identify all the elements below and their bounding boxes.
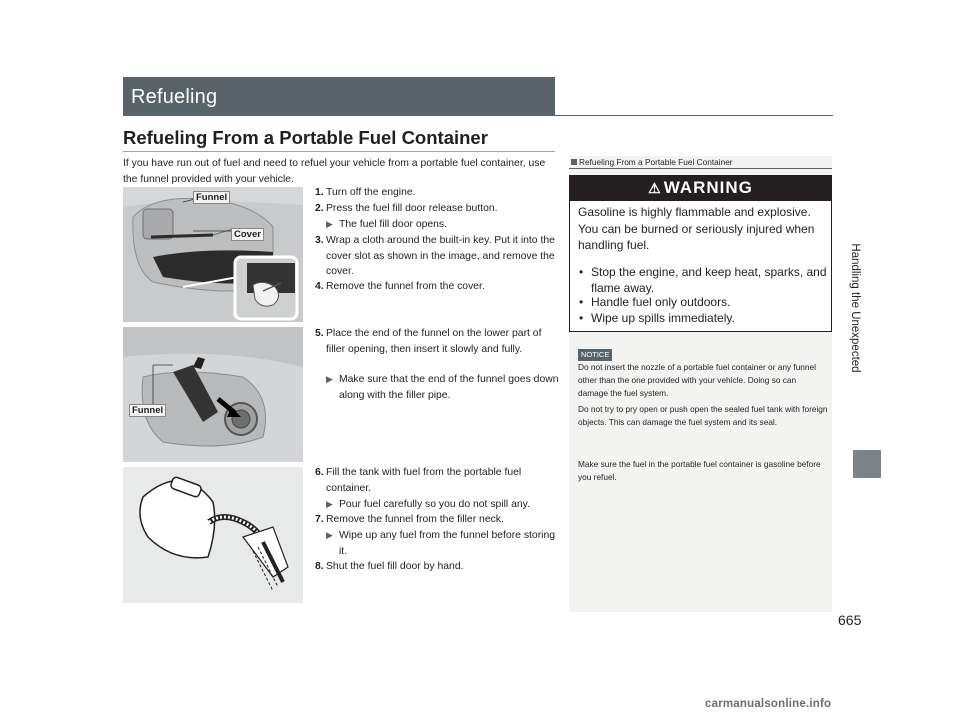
warning-title	[570, 177, 831, 199]
step-text: Remove the funnel from the filler neck.	[326, 514, 504, 525]
step-text: Remove the funnel from the cover.	[326, 281, 485, 292]
warning-bullet-text: Handle fuel only outdoors.	[591, 295, 731, 309]
sidebar-header	[571, 157, 733, 167]
funnel-insertion-illustration	[123, 327, 303, 462]
result-text: Wipe up any fuel from the funnel before storing it.	[339, 530, 556, 557]
step-number: 1.	[315, 187, 324, 198]
callout-cover: Cover	[231, 228, 264, 241]
step-6	[315, 465, 560, 496]
callout-funnel: Funnel	[193, 191, 230, 204]
step-4	[315, 279, 560, 295]
chapter-tab-marker	[853, 450, 881, 478]
step-number: 6.	[315, 467, 324, 478]
notice-paragraph-3: Make sure the fuel in the portable fuel container is gasoline before you refuel.	[578, 459, 821, 482]
arrow-right-icon: ▶	[326, 219, 333, 229]
figure-fuel-door-cover	[123, 187, 303, 322]
page-number: 665	[838, 612, 862, 628]
step-text: Wrap a cloth around the built-in key. Put it into the cover slot as shown in the image, and remove the cover.	[326, 235, 555, 277]
warning-bullet	[578, 294, 828, 310]
step-1	[315, 185, 560, 201]
step-7	[315, 512, 560, 528]
step-number: 5.	[315, 328, 324, 339]
chapter-tab-text: Handling the Unexpected	[849, 242, 861, 373]
warning-triangle-icon: ⚠	[648, 180, 662, 196]
notice-paragraph-1: Do not insert the nozzle of a portable fuel container or any funnel other than the one provided with your vehicle. Doing so can damage the fuel system.	[578, 362, 816, 398]
step-number: 7.	[315, 514, 324, 525]
step-8	[315, 559, 560, 575]
arrow-right-icon: ▶	[326, 530, 333, 540]
step-number: 3.	[315, 235, 324, 246]
bullet-icon: •	[579, 265, 584, 279]
section-rule	[123, 151, 555, 152]
figure-pouring-fuel	[123, 467, 303, 603]
chapter-tab-label	[848, 160, 862, 455]
step-text: Fill the tank with fuel from the portable fuel container.	[326, 467, 522, 494]
step-2	[315, 201, 560, 217]
watermark: carmanualsonline.info	[705, 698, 832, 710]
header-rule	[555, 115, 833, 116]
warning-bullet	[578, 310, 828, 326]
pouring-fuel-illustration	[123, 467, 303, 603]
warning-text: Gasoline is highly flammable and explosive. You can be burned or seriously injured when handling fuel.	[578, 205, 815, 252]
result-text: The fuel fill door opens.	[339, 219, 448, 230]
bullet-icon: •	[579, 295, 584, 309]
fuel-door-illustration	[123, 187, 303, 322]
step-number: 2.	[315, 203, 324, 214]
warning-bullet-text: Stop the engine, and keep heat, sparks, and flame away.	[591, 265, 827, 295]
intro-paragraph: If you have run out of fuel and need to refuel your vehicle from a portable fuel container, use the funnel provided with your vehicle.	[123, 158, 546, 185]
bullet-icon: •	[579, 311, 584, 325]
step-3	[315, 233, 560, 280]
page-title: Refueling	[131, 86, 218, 108]
step-text: Press the fuel fill door release button.	[326, 203, 498, 214]
step-text: Turn off the engine.	[326, 187, 416, 198]
notice-paragraph-2: Do not try to pry open or push open the sealed fuel tank with foreign objects. This can damage the fuel system and its seal.	[578, 404, 828, 427]
sidebar-rule	[569, 168, 832, 169]
arrow-right-icon: ▶	[326, 374, 333, 384]
section-title: Refueling From a Portable Fuel Container	[123, 127, 488, 148]
notice-badge: NOTICE	[578, 349, 612, 361]
step-7-result	[315, 528, 560, 559]
step-6-result	[315, 497, 560, 513]
step-number: 8.	[315, 561, 324, 572]
reference-marker-icon	[571, 159, 577, 165]
arrow-right-icon: ▶	[326, 499, 333, 509]
step-2-result	[315, 217, 560, 233]
result-text: Make sure that the end of the funnel goes down along with the filler pipe.	[339, 374, 559, 401]
step-number: 4.	[315, 281, 324, 292]
step-text: Shut the fuel fill door by hand.	[326, 561, 464, 572]
callout-funnel: Funnel	[129, 404, 166, 417]
sidebar-header-text: Refueling From a Portable Fuel Container	[579, 157, 733, 167]
warning-title-text: WARNING	[663, 178, 753, 197]
step-text: Place the end of the funnel on the lower part of filler opening, then insert it slowly and fully.	[326, 328, 542, 355]
result-text: Pour fuel carefully so you do not spill any.	[339, 499, 530, 510]
figure-funnel-insertion	[123, 327, 303, 462]
step-5	[315, 326, 560, 357]
warning-bullet	[578, 264, 828, 296]
warning-bullet-text: Wipe up spills immediately.	[591, 311, 735, 325]
step-5-result	[315, 372, 560, 403]
